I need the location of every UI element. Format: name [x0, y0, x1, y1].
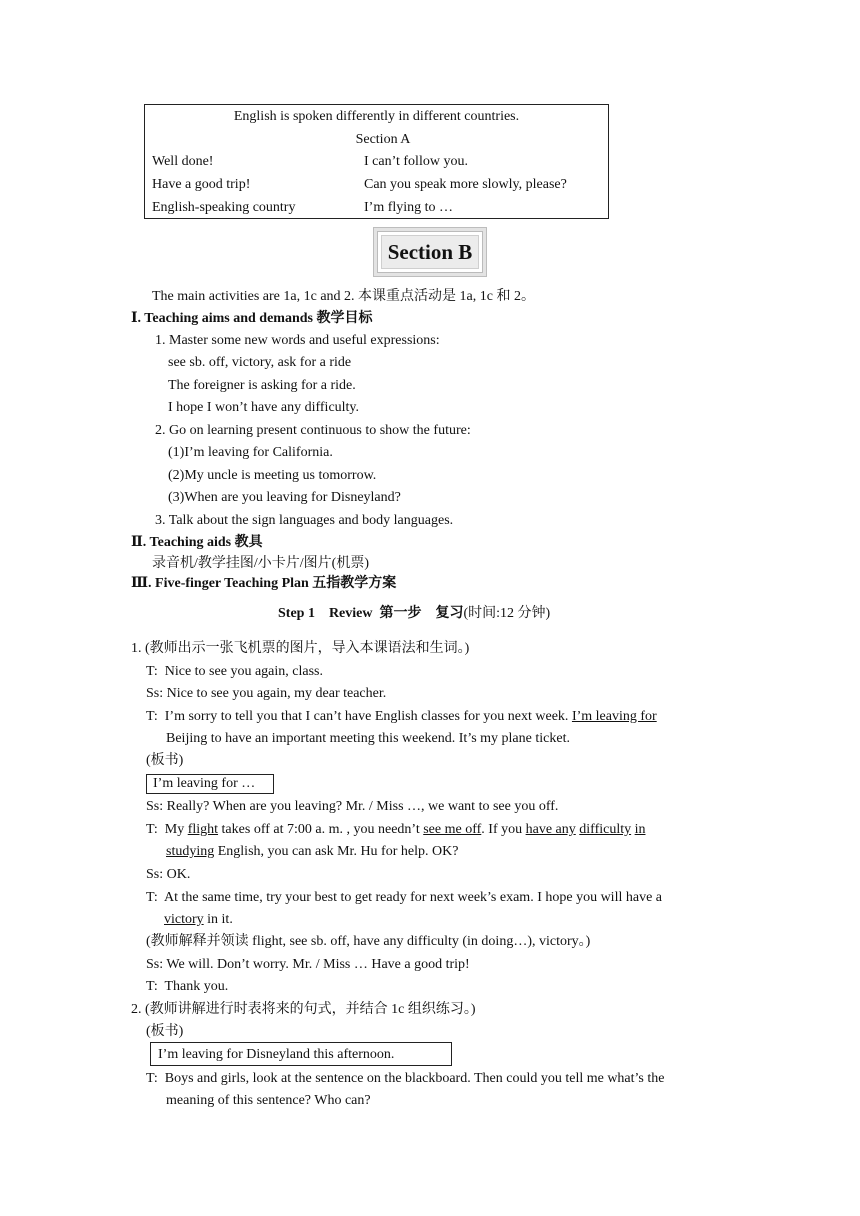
- t3-underline-haveany: have any: [525, 822, 576, 837]
- students-line-2: Ss: Really? When are you leaving? Mr. / Miss …, we want to see you off.: [146, 799, 559, 814]
- board-label-1: (板书): [146, 753, 184, 768]
- instruction-2: 2. (教师讲解进行时表将来的句式，并结合 1c 组织练习。): [131, 1002, 476, 1017]
- summary-section: Section A: [355, 132, 411, 147]
- instruction-1: 1. (教师出示一张飞机票的图片，导入本课语法和生词。): [131, 641, 470, 656]
- students-line-1: Ss: Nice to see you again, my dear teacher.: [146, 686, 387, 701]
- step1-title: Step 1 Review 第一步 复习: [278, 606, 464, 621]
- main-activities: The main activities are 1a, 1c and 2. 本课重点活动是 1a, 1c 和 2。: [152, 289, 535, 304]
- part1-item1-line2: The foreigner is asking for a ride.: [168, 378, 356, 393]
- t4-seg: in it.: [203, 912, 233, 927]
- part1-item1-line3: I hope I won’t have any difficulty.: [168, 400, 360, 415]
- part1-item2-line3: (3)When are you leaving for Disneyland?: [168, 490, 401, 505]
- board-label-2: (板书): [146, 1024, 184, 1039]
- teacher-line-6a: T: Boys and girls, look at the sentence on the blackboard. Then could you tell me what’s the: [146, 1071, 665, 1086]
- summary-right-2: Can you speak more slowly, please?: [364, 177, 567, 192]
- teacher-line-6b: meaning of this sentence? Who can?: [166, 1093, 371, 1108]
- teacher-line-2a: [146, 708, 657, 726]
- teacher-line-4a: T: At the same time, try your best to get ready for next week’s exam. I hope you will have a: [146, 890, 662, 905]
- t4-underline-victory: victory: [164, 912, 204, 927]
- students-line-4: Ss: We will. Don’t worry. Mr. / Miss … Have a good trip!: [146, 957, 470, 972]
- t3-underline-difficulty: difficulty: [579, 822, 632, 837]
- t3-seg3: . If you: [481, 822, 526, 837]
- board-box-1-text: I’m leaving for …: [153, 776, 256, 791]
- part1-heading: Ⅰ. Teaching aims and demands 教学目标: [131, 311, 373, 326]
- t3-underline-in: in: [634, 822, 646, 837]
- section-b-title: Section B: [381, 235, 479, 269]
- part2-content: 录音机/教学挂图/小卡片/图片(机票): [152, 556, 369, 571]
- step1-heading: [278, 605, 550, 623]
- teacher-line-1: T: Nice to see you again, class.: [146, 664, 323, 679]
- summary-left-2: Have a good trip!: [152, 177, 251, 192]
- t3-seg2: takes off at 7:00 a. m. , you needn’t: [218, 822, 424, 837]
- part1-item1-line1: see sb. off, victory, ask for a ride: [168, 355, 352, 370]
- part1-item1: 1. Master some new words and useful expressions:: [155, 333, 440, 348]
- part1-item2-line2: (2)My uncle is meeting us tomorrow.: [168, 468, 377, 483]
- part2-heading: Ⅱ. Teaching aids 教具: [131, 535, 263, 550]
- summary-title: English is spoken differently in different countries.: [233, 109, 520, 124]
- summary-right-1: I can’t follow you.: [364, 154, 468, 169]
- teacher-line-4b: [164, 911, 233, 929]
- t3-underline-seeoff: see me off: [423, 822, 482, 837]
- teacher-line-2b: Beijing to have an important meeting this weekend. It’s my plane ticket.: [166, 731, 570, 746]
- summary-left-1: Well done!: [152, 154, 214, 169]
- part1-item3: 3. Talk about the sign languages and body languages.: [155, 513, 454, 528]
- part1-item2-line1: (1)I’m leaving for California.: [168, 445, 333, 460]
- t3-seg6: English, you can ask Mr. Hu for help. OK?: [214, 844, 459, 859]
- part1-item2: 2. Go on learning present continuous to show the future:: [155, 423, 471, 438]
- teacher-line-5: T: Thank you.: [146, 979, 229, 994]
- section-b-badge: [377, 231, 483, 273]
- teacher-line-3a: [146, 821, 646, 839]
- summary-right-3: I’m flying to …: [364, 200, 454, 215]
- t3-seg1: T: My: [146, 822, 188, 837]
- t3-underline-studying: studying: [166, 844, 215, 859]
- board-box-2-text: I’m leaving for Disneyland this afternoon.: [158, 1047, 395, 1062]
- t3-underline-flight: flight: [187, 822, 219, 837]
- teacher-line-3b: [166, 843, 458, 861]
- teacher-line-2a-underline: I’m leaving for: [571, 709, 657, 724]
- summary-left-3: English-speaking country: [152, 200, 296, 215]
- part3-heading: Ⅲ. Five-finger Teaching Plan 五指教学方案: [131, 576, 397, 591]
- step1-time: (时间:12 分钟): [463, 606, 551, 621]
- students-line-3: Ss: OK.: [146, 867, 191, 882]
- teacher-note: (教师解释并领读 flight, see sb. off, have any difficulty (in doing…), victory。): [146, 934, 591, 949]
- teacher-line-2a-text: T: I’m sorry to tell you that I can’t have English classes for you next week.: [146, 709, 572, 724]
